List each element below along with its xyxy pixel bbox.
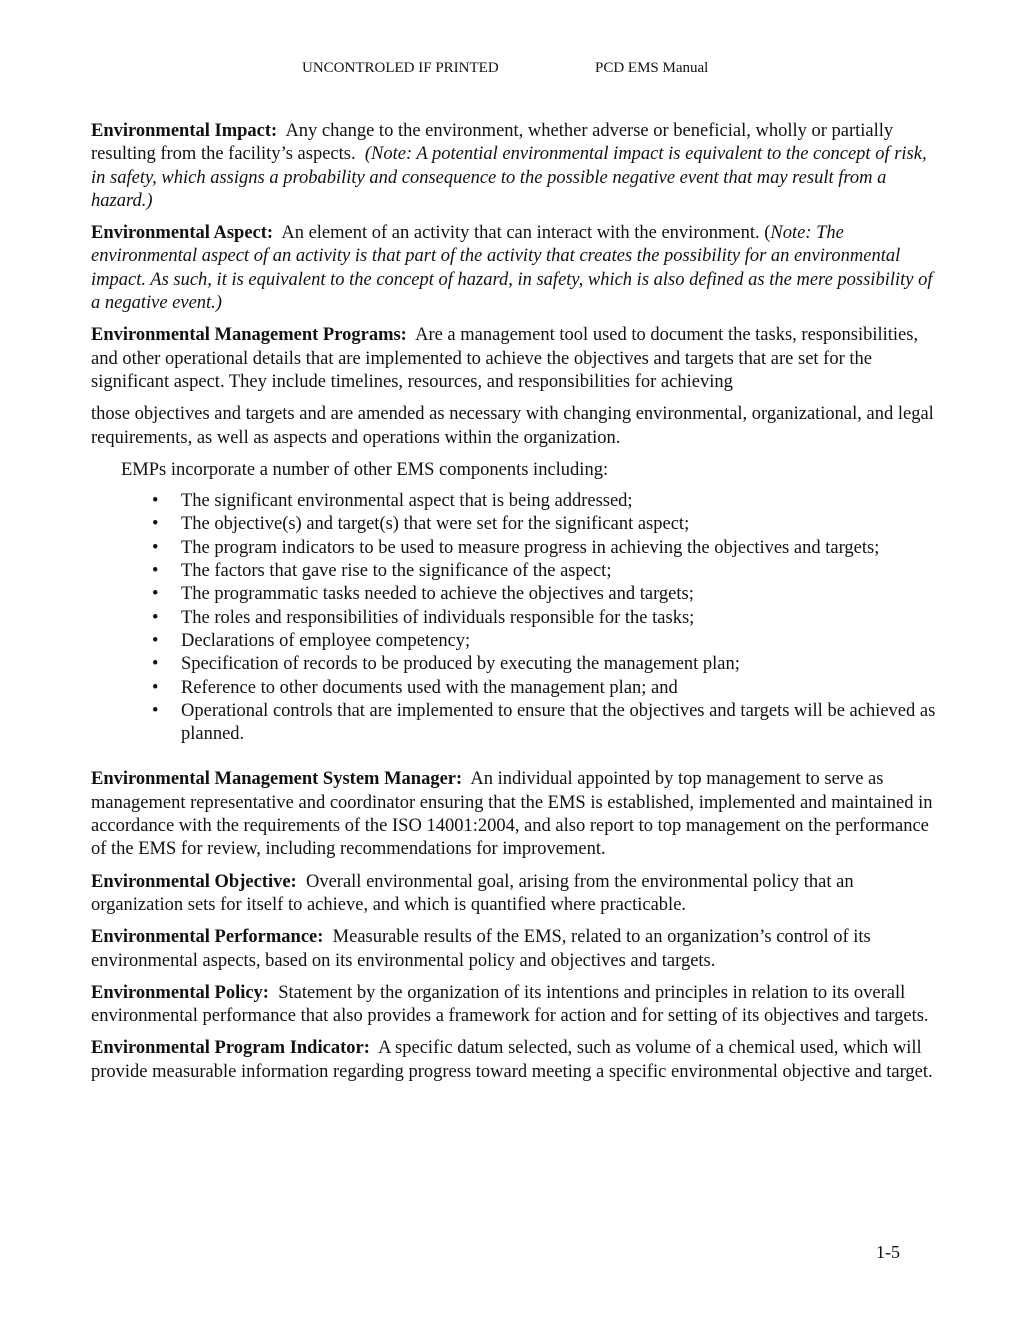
list-item: • Declarations of employee competency; — [91, 630, 936, 653]
list-item: • Reference to other documents used with the management plan; and — [91, 677, 936, 700]
definition-text: An element of an activity that can interact with the environment. ( — [281, 223, 771, 244]
definition-text: Any change to the environment, whether adverse or beneficial, wholly or partially resulting from the facility’s aspects. — [91, 121, 894, 165]
bullet-icon: • — [152, 607, 159, 628]
bullet-icon: • — [152, 700, 159, 721]
document-body — [91, 120, 936, 1093]
bullet-icon: • — [152, 491, 159, 512]
definition-text: Statement by the organization of its intentions and principles in relation to its overall environmental performance that also provides a framework for action and for setting of its objectives and targets. — [91, 982, 929, 1027]
term-environmental-aspect: Environmental Aspect: — [91, 223, 274, 244]
bullet-icon: • — [152, 677, 159, 698]
term-environmental-policy: Environmental Policy: — [91, 982, 269, 1003]
term-environmental-impact: Environmental Impact: — [91, 121, 278, 141]
definition-environmental-program-indicator — [91, 1037, 936, 1084]
page-number: 1-5 — [876, 1242, 900, 1262]
definition-text: Are a management tool used to document the tasks, responsibilities, and other operational details that are implemented to achieve the objectives and targets that are set for the significant aspect. They include timelines, resources, and responsibilities for achieving — [91, 325, 919, 392]
header-uncontrolled-notice: UNCONTROLED IF PRINTED — [302, 60, 499, 76]
definition-ems-manager — [91, 768, 936, 861]
list-item: • The objective(s) and target(s) that were set for the significant aspect; — [91, 513, 936, 536]
definition-text: Overall environmental goal, arising from the environmental policy that an organization sets for itself to achieve, and which is quantified where practicable. — [91, 871, 854, 915]
definition-text: A specific datum selected, such as volume of a chemical used, which will provide measurable information regarding progress toward meeting a specific environmental objective and target. — [91, 1038, 933, 1082]
list-item: • The roles and responsibilities of individuals responsible for the tasks; — [91, 607, 936, 630]
definition-text: An individual appointed by top management to serve as management representative and coordinator ensuring that the EMS is established, implemented and maintained in accordance with the requirements of the ISO 14001:2004, and also report to top management on the performance of the EMS for review, including recommendations for improvement. — [91, 769, 933, 860]
definition-note: Note: The environmental aspect of an activity is that part of the activity that creates the possibility for an environmental impact. As such, it is equivalent to the concept of hazard, in safety, which is also defined as the mere possibility of a negative event.) — [91, 223, 933, 314]
definition-note: (Note: A potential environmental impact is equivalent to the concept of risk, in safety, which assigns a probability and consequence to the possible negative event that may result from a hazard.) — [91, 144, 927, 211]
term-environmental-performance: Environmental Performance: — [91, 927, 324, 948]
bullet-icon: • — [152, 584, 159, 605]
header-manual-title: PCD EMS Manual — [595, 60, 709, 76]
bullet-icon: • — [152, 514, 159, 535]
definition-continuation: those objectives and targets and are amended as necessary with changing environmental, organizational, and legal requirements, as well as aspects and operations within the organization. — [91, 404, 934, 448]
list-item: • The programmatic tasks needed to achieve the objectives and targets; — [91, 583, 936, 606]
list-item: • Specification of records to be produced by executing the management plan; — [91, 653, 936, 676]
list-item: • The significant environmental aspect that is being addressed; — [91, 490, 936, 513]
term-environmental-objective: Environmental Objective: — [91, 871, 297, 892]
definition-environmental-performance — [91, 926, 936, 973]
definition-environmental-aspect — [91, 222, 936, 315]
definition-environmental-management-programs — [91, 324, 936, 394]
bullet-icon: • — [152, 630, 159, 651]
term-environmental-management-programs: Environmental Management Programs: — [91, 325, 407, 346]
definition-environmental-policy — [91, 982, 936, 1029]
term-ems-manager: Environmental Management System Manager: — [91, 769, 463, 790]
definition-environmental-objective — [91, 871, 936, 918]
emp-intro: EMPs incorporate a number of other EMS components including: — [121, 459, 609, 480]
definition-text: Measurable results of the EMS, related to an organization’s control of its environmental aspects, based on its environmental policy and objectives and targets. — [91, 927, 871, 971]
list-item: • The program indicators to be used to measure progress in achieving the objectives and targets; — [91, 537, 936, 560]
list-item: • The factors that gave rise to the significance of the aspect; — [91, 560, 936, 583]
list-item: • Operational controls that are implemented to ensure that the objectives and targets will be achieved as planned. — [152, 700, 936, 745]
bullet-icon: • — [152, 654, 159, 675]
term-environmental-program-indicator: Environmental Program Indicator: — [91, 1038, 370, 1059]
bullet-icon: • — [152, 561, 159, 582]
definition-environmental-impact — [91, 120, 936, 213]
bullet-icon: • — [152, 537, 159, 558]
emp-component-list — [91, 490, 936, 746]
